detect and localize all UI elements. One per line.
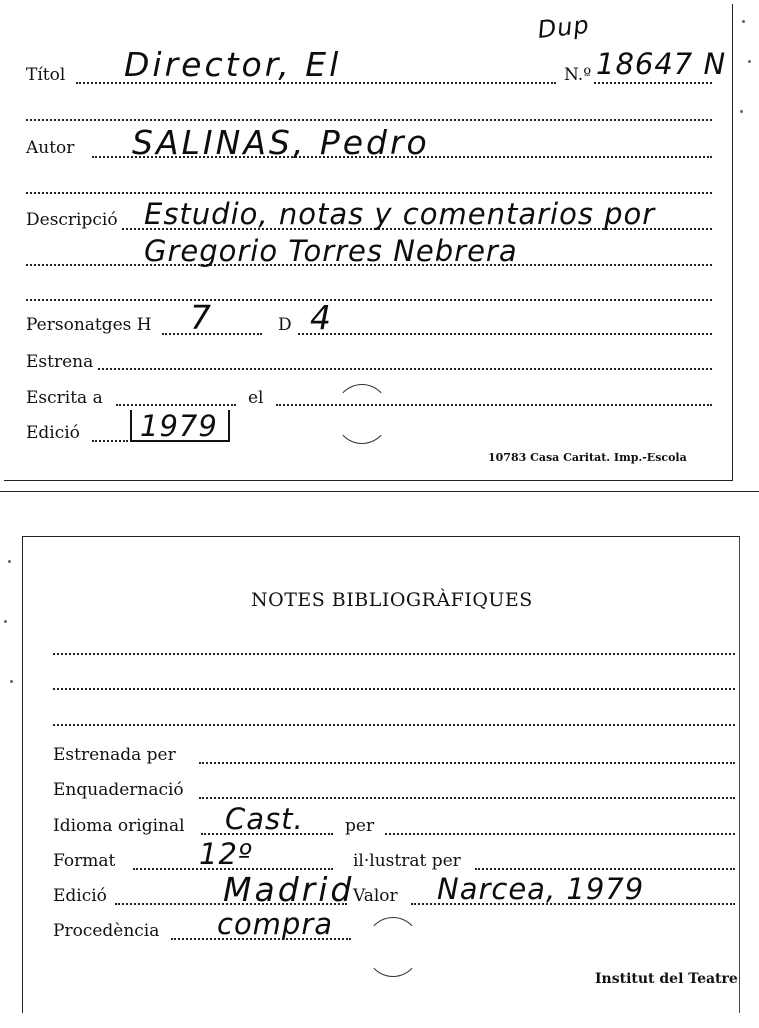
scan-speck xyxy=(740,110,743,113)
idioma-label: Idioma original xyxy=(53,816,185,836)
card-separator xyxy=(0,491,759,492)
escrita-label: Escrita a xyxy=(26,388,103,408)
illustrat-label: il·lustrat per xyxy=(353,851,461,871)
edicio-value: 1979 xyxy=(140,409,218,443)
num-dots xyxy=(594,82,712,84)
institution-name: Institut del Teatre xyxy=(595,971,738,987)
titol-dots-2 xyxy=(26,119,712,121)
per-dots xyxy=(385,833,735,835)
descripcio-line1: Estudio, notas y comentarios por xyxy=(144,197,656,231)
valor-label: Valor xyxy=(353,886,398,906)
valor-value: Narcea, 1979 xyxy=(437,872,645,906)
edicio-dots xyxy=(92,440,128,442)
procedencia-value: compra xyxy=(217,907,334,941)
scan-speck xyxy=(742,20,745,23)
estrena-dots xyxy=(98,368,712,370)
format-label: Format xyxy=(53,851,116,871)
scan-speck xyxy=(8,560,11,563)
stamp-circle-2 xyxy=(365,917,421,977)
idioma-value: Cast. xyxy=(225,802,304,836)
estrenada-dots xyxy=(199,762,735,764)
descripcio-label: Descripció xyxy=(26,210,118,230)
personatges-label: Personatges H xyxy=(26,315,152,335)
descripcio-dots-3 xyxy=(26,299,712,301)
notes-dots-3 xyxy=(53,724,735,726)
d-value: 4 xyxy=(310,298,334,337)
edicio-label-2: Edició xyxy=(53,886,107,906)
scan-speck xyxy=(10,680,13,683)
per-label: per xyxy=(345,816,375,836)
el-label: el xyxy=(248,388,264,408)
num-label: N.º xyxy=(564,65,592,85)
escrita-dots xyxy=(116,404,236,406)
scan-speck xyxy=(4,620,7,623)
h-value: 7 xyxy=(190,298,214,337)
printer-imprint: 10783 Casa Caritat. Imp.-Escola xyxy=(488,451,687,464)
catalog-card-front xyxy=(4,4,733,481)
edicio-label: Edició xyxy=(26,423,80,443)
d-label: D xyxy=(278,315,292,335)
illustrat-dots xyxy=(475,868,735,870)
num-value: 18647 N xyxy=(596,47,727,81)
stamp-circle xyxy=(334,384,390,444)
autor-dots-2 xyxy=(26,192,712,194)
titol-label: Títol xyxy=(26,65,66,85)
enquadernacio-dots xyxy=(199,797,735,799)
estrenada-label: Estrenada per xyxy=(53,745,176,765)
descripcio-line2: Gregorio Torres Nebrera xyxy=(144,234,518,268)
notes-heading: NOTES BIBLIOGRÀFIQUES xyxy=(251,589,533,611)
titol-value: Director, El xyxy=(124,45,342,84)
enquadernacio-label: Enquadernació xyxy=(53,780,184,800)
procedencia-label: Procedència xyxy=(53,921,160,941)
corner-note: Dup xyxy=(536,10,591,44)
autor-value: SALINAS, Pedro xyxy=(132,123,430,162)
catalog-card-back xyxy=(22,536,740,1013)
format-value: 12º xyxy=(199,837,253,871)
notes-dots-1 xyxy=(53,653,735,655)
edicio-value-2: Madrid xyxy=(223,870,355,909)
notes-dots-2 xyxy=(53,688,735,690)
autor-label: Autor xyxy=(26,138,75,158)
estrena-label: Estrena xyxy=(26,352,94,372)
d-dots xyxy=(298,333,712,335)
scan-speck xyxy=(748,60,751,63)
